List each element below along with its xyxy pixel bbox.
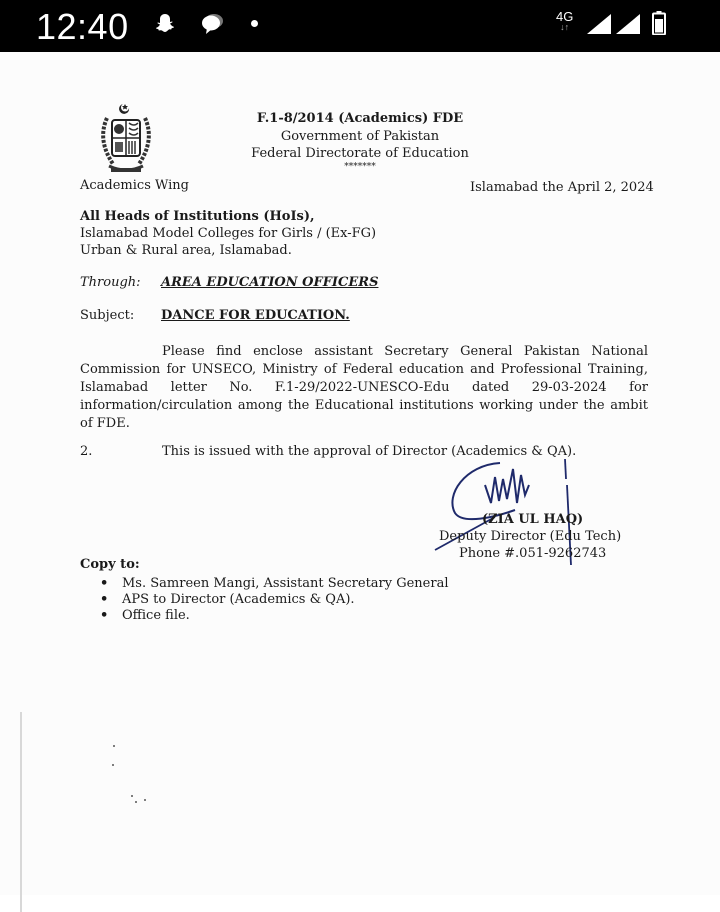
reference-number: F.1-8/2014 (Academics) FDE [256, 111, 464, 126]
subject-value: DANCE FOR EDUCATION. [161, 308, 350, 323]
network-type [556, 10, 573, 32]
org-line-1: Government of Pakistan [280, 129, 440, 144]
through-value: AREA EDUCATION OFFICERS [161, 275, 379, 290]
signatory-name: (ZIA UL HAQ) [482, 512, 584, 527]
data-arrows-icon: ↓↑ [560, 22, 570, 32]
copy-to-list [100, 576, 449, 624]
copy-to-label: Copy to: [80, 557, 140, 572]
paper-crease [20, 712, 22, 912]
paragraph-2-text: This is issued with the approval of Director (Academics & QA). [162, 444, 577, 459]
ink-speck [144, 799, 146, 801]
signatory-designation: Deputy Director (Edu Tech) [439, 529, 622, 544]
addressee-line-1: All Heads of Institutions (HoIs), [80, 209, 315, 224]
addressee-line-3: Urban & Rural area, Islamabad. [80, 243, 292, 258]
government-emblem-icon [95, 102, 157, 178]
paragraph-1 [80, 343, 648, 433]
through-label: Through: [80, 275, 141, 290]
ink-speck [135, 801, 137, 803]
wing-name: Academics Wing [80, 178, 189, 193]
chat-bubble-icon [200, 13, 224, 35]
org-line-2: Federal Directorate of Education [251, 146, 469, 161]
signal-icon [585, 13, 613, 35]
status-bar [0, 0, 720, 52]
copy-to-item: • Ms. Samreen Mangi, Assistant Secretary General [100, 576, 449, 592]
snapchat-icon [155, 13, 175, 33]
subject-label: Subject: [80, 308, 135, 323]
separator: ******* [344, 162, 376, 172]
copy-to-item: • APS to Director (Academics & QA). [100, 592, 449, 608]
network-label: 4G [556, 9, 574, 24]
letter-date: Islamabad the April 2, 2024 [470, 180, 654, 195]
copy-to-item: • Office file. [100, 608, 449, 624]
battery-icon [652, 11, 666, 35]
signatory-phone: Phone #.051-9262743 [459, 546, 607, 561]
clock: 12:40 [36, 6, 129, 47]
notification-dot-icon [251, 20, 258, 27]
addressee-line-2: Islamabad Model Colleges for Girls / (Ex-FG) [80, 226, 377, 241]
ink-speck [112, 764, 114, 766]
ink-speck [131, 795, 133, 797]
paragraph-2-number: 2. [80, 444, 93, 459]
paragraph-1-text: Please find enclose assistant Secretary General Pakistan National Commission for UNSECO, Ministry of Federal education and Professional Training, Islamabad letter No. F.1-29/2022-UNESCO-Edu dated 29-03-2024 for information/circulation among the Educational institutions working under the ambit of FDE. [80, 344, 648, 431]
ink-speck [113, 745, 115, 747]
signal-icon [614, 13, 642, 35]
